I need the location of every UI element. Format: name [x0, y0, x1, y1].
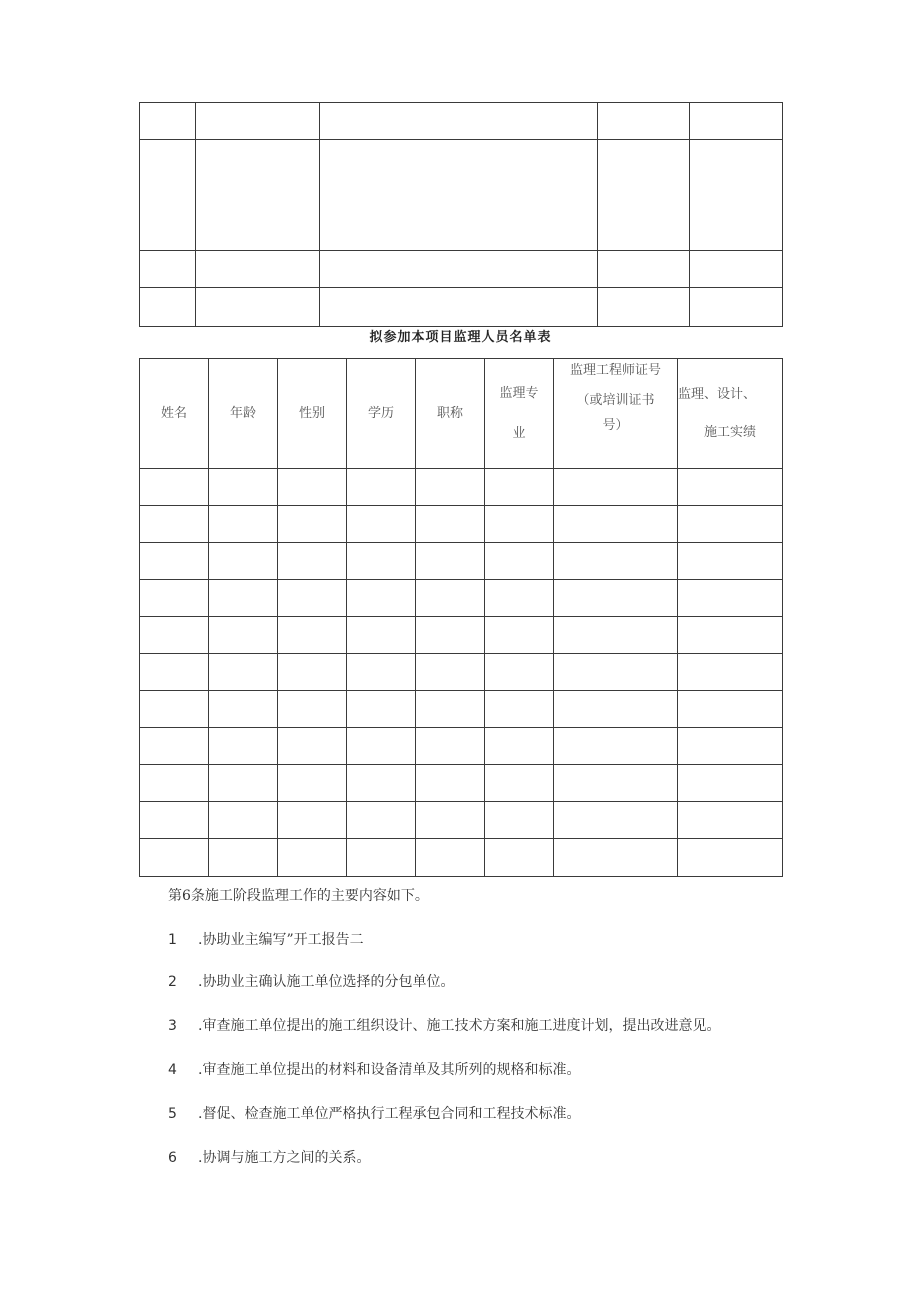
table-cell: [690, 251, 783, 288]
table-cell: [598, 140, 690, 251]
table-cell: [209, 728, 278, 765]
list-item-number: 6: [168, 1150, 177, 1166]
table-row: [140, 140, 783, 251]
personnel-roster-table: [139, 358, 783, 877]
table-row: [140, 288, 783, 327]
roster-header-row: [140, 359, 783, 469]
table-row: [140, 654, 783, 691]
list-item: [168, 1104, 580, 1124]
list-item-number: 4: [168, 1062, 177, 1078]
table-row: [140, 506, 783, 543]
header-gender: 性别: [278, 359, 347, 469]
table-cell: [140, 654, 209, 691]
table-cell: [554, 543, 678, 580]
table-cell: [678, 654, 783, 691]
list-item-text: .审查施工单位提出的材料和设备清单及其所列的规格和标准。: [198, 1062, 581, 1078]
header-certificate-line3: 号）: [602, 418, 629, 433]
table-cell: [416, 506, 485, 543]
table-row: [140, 580, 783, 617]
section-heading: 第6条施工阶段监理工作的主要内容如下。: [168, 888, 429, 904]
table-cell: [347, 469, 416, 506]
header-performance: [678, 359, 783, 469]
table-cell: [347, 839, 416, 877]
table-cell: [678, 469, 783, 506]
list-item-number: 5: [168, 1106, 177, 1122]
table-cell: [140, 251, 196, 288]
table-cell: [598, 251, 690, 288]
table-row: [140, 251, 783, 288]
table-cell: [416, 728, 485, 765]
table-cell: [485, 728, 554, 765]
table-cell: [416, 654, 485, 691]
table-row: [140, 103, 783, 140]
table-cell: [485, 765, 554, 802]
header-performance-line1: 监理、设计、: [678, 386, 757, 402]
table-cell: [554, 580, 678, 617]
table-cell: [485, 469, 554, 506]
table-cell: [554, 691, 678, 728]
table-cell: [209, 617, 278, 654]
table-cell: [347, 728, 416, 765]
table-row: [140, 543, 783, 580]
header-specialty: [485, 359, 554, 469]
table-cell: [416, 765, 485, 802]
table-cell: [347, 802, 416, 839]
list-item: [168, 1060, 580, 1080]
table-cell: [140, 103, 196, 140]
list-item: [168, 1148, 370, 1168]
table-cell: [140, 288, 196, 327]
table-row: [140, 802, 783, 839]
table-cell: [278, 469, 347, 506]
table-cell: [416, 617, 485, 654]
table-cell: [140, 691, 209, 728]
table-cell: [278, 839, 347, 877]
table-cell: [678, 617, 783, 654]
header-certificate-line2: （或培训证书: [576, 393, 655, 408]
table-cell: [278, 802, 347, 839]
table-cell: [140, 728, 209, 765]
header-name: 姓名: [140, 359, 209, 469]
table-cell: [320, 103, 598, 140]
table-cell: [347, 580, 416, 617]
table-cell: [140, 543, 209, 580]
table-cell: [209, 802, 278, 839]
header-education: 学历: [347, 359, 416, 469]
table-cell: [690, 288, 783, 327]
table-cell: [485, 617, 554, 654]
table-cell: [416, 691, 485, 728]
table-cell: [554, 802, 678, 839]
list-item-text: .协调与施工方之间的关系。: [198, 1150, 371, 1166]
list-item-text: .协助业主确认施工单位选择的分包单位。: [198, 974, 455, 990]
table-cell: [278, 728, 347, 765]
table-cell: [278, 617, 347, 654]
table-cell: [278, 654, 347, 691]
previous-page-table: [139, 102, 783, 327]
table-cell: [678, 802, 783, 839]
table-row: [140, 691, 783, 728]
table-cell: [485, 654, 554, 691]
table-cell: [554, 469, 678, 506]
table-cell: [209, 469, 278, 506]
table-cell: [278, 543, 347, 580]
list-item-number: 2: [168, 974, 177, 990]
table-cell: [554, 617, 678, 654]
table-cell: [690, 140, 783, 251]
table-cell: [485, 580, 554, 617]
table-cell: [598, 103, 690, 140]
table-cell: [209, 654, 278, 691]
table-cell: [140, 580, 209, 617]
table-cell: [678, 506, 783, 543]
table-cell: [347, 543, 416, 580]
table-cell: [554, 728, 678, 765]
table-cell: [196, 103, 320, 140]
table-cell: [678, 728, 783, 765]
header-certificate: [554, 359, 678, 469]
list-item-text: .督促、检查施工单位严格执行工程承包合同和工程技术标准。: [198, 1106, 581, 1122]
table-cell: [678, 691, 783, 728]
table-cell: [196, 251, 320, 288]
table-cell: [278, 765, 347, 802]
header-specialty-line2: 业: [512, 425, 526, 441]
table-cell: [485, 506, 554, 543]
table-cell: [347, 691, 416, 728]
table-cell: [690, 103, 783, 140]
table-cell: [196, 140, 320, 251]
table-cell: [140, 765, 209, 802]
table-cell: [485, 839, 554, 877]
table-cell: [554, 506, 678, 543]
table-row: [140, 469, 783, 506]
table-cell: [416, 580, 485, 617]
list-item-text: .审查施工单位提出的施工组织设计、施工技术方案和施工进度计划，提出改进意见。: [198, 1018, 721, 1034]
table-cell: [347, 506, 416, 543]
header-performance-line2: 施工实绩: [703, 424, 756, 440]
list-item: [168, 1016, 720, 1036]
header-specialty-line1: 监理专: [499, 385, 539, 401]
list-item-number: 1: [168, 932, 177, 948]
header-title: 职称: [416, 359, 485, 469]
table-cell: [140, 506, 209, 543]
table-cell: [347, 765, 416, 802]
list-item-text: .协助业主编写”开工报告二: [198, 932, 364, 948]
table-cell: [678, 765, 783, 802]
table-cell: [416, 839, 485, 877]
table-cell: [485, 543, 554, 580]
table-cell: [678, 580, 783, 617]
table-cell: [196, 288, 320, 327]
table-cell: [554, 654, 678, 691]
table-cell: [416, 543, 485, 580]
table-cell: [678, 839, 783, 877]
table-cell: [320, 140, 598, 251]
table-cell: [140, 839, 209, 877]
table-cell: [140, 469, 209, 506]
table-cell: [554, 839, 678, 877]
table-cell: [140, 617, 209, 654]
table-cell: [347, 617, 416, 654]
table-row: [140, 765, 783, 802]
table-row: [140, 839, 783, 877]
header-certificate-line1: 监理工程师证号: [569, 363, 661, 378]
table-cell: [278, 580, 347, 617]
table-cell: [678, 543, 783, 580]
table-cell: [347, 654, 416, 691]
table-cell: [485, 691, 554, 728]
table-cell: [209, 839, 278, 877]
list-item-number: 3: [168, 1018, 177, 1034]
table-cell: [209, 580, 278, 617]
table-cell: [278, 506, 347, 543]
table-cell: [416, 469, 485, 506]
table-cell: [278, 691, 347, 728]
table-cell: [320, 251, 598, 288]
table-cell: [598, 288, 690, 327]
table-cell: [140, 140, 196, 251]
table-cell: [209, 765, 278, 802]
table-cell: [209, 543, 278, 580]
table-cell: [416, 802, 485, 839]
list-item: [168, 930, 364, 950]
header-age: 年龄: [209, 359, 278, 469]
table-row: [140, 617, 783, 654]
table-row: [140, 728, 783, 765]
table-cell: [554, 765, 678, 802]
list-item: [168, 972, 454, 992]
table-cell: [485, 802, 554, 839]
table-cell: [209, 691, 278, 728]
table-cell: [209, 506, 278, 543]
table-cell: [320, 288, 598, 327]
roster-table-title: 拟参加本项目监理人员名单表: [369, 330, 552, 345]
table-cell: [140, 802, 209, 839]
